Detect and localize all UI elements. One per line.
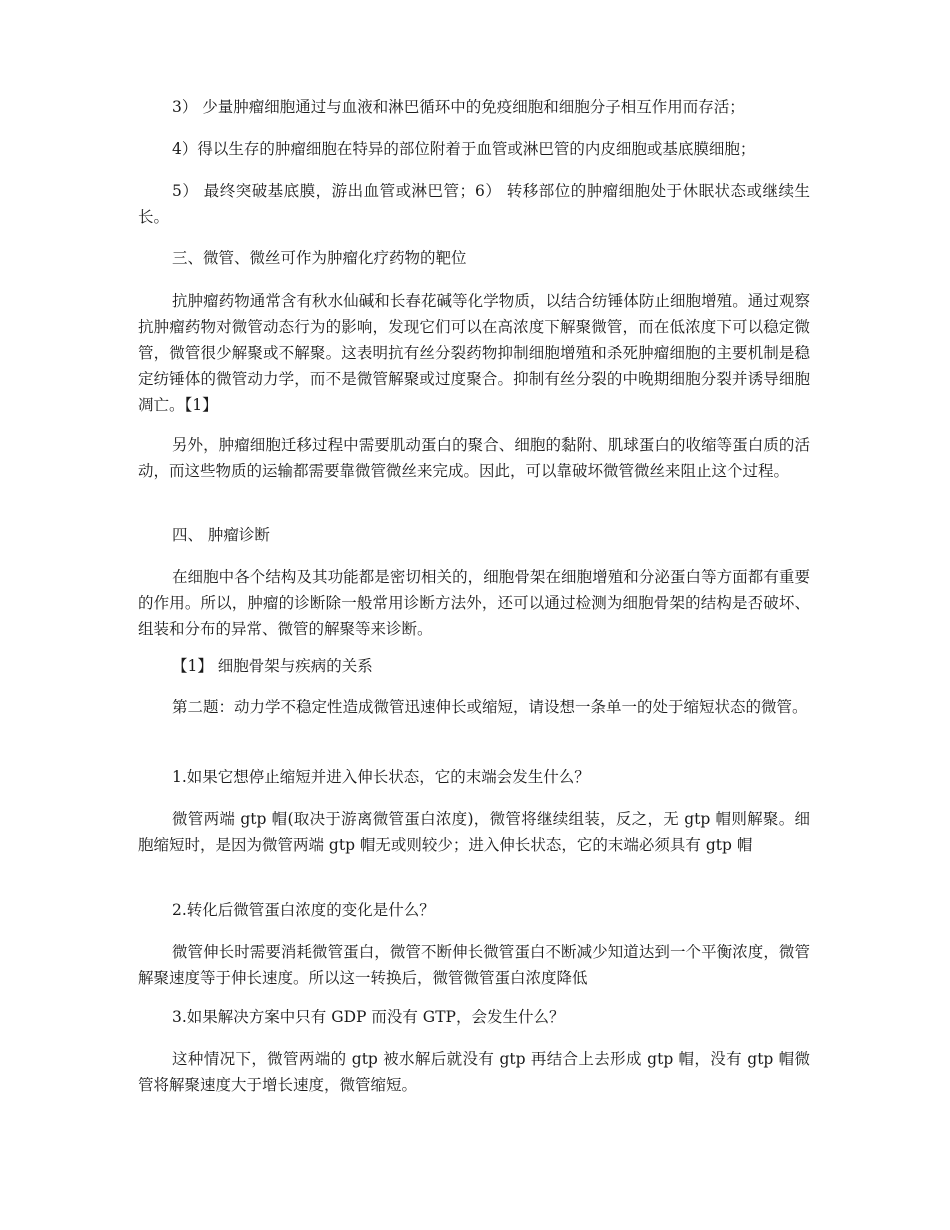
question-1: 1.如果它想停止缩短并进入伸长状态，它的末端会发生什么？: [172, 768, 590, 786]
answer-1: 微管两端 gtp 帽(取决于游离微管蛋白浓度)，微管将继续组装，反之，无 gtp 帽则解聚。细胞缩短时，是因为微管两端 gtp 帽无或则较少；进入伸长状态，它的末端必须具有 gtp 帽: [138, 810, 810, 854]
list-item-3: 3） 少量肿瘤细胞通过与血液和淋巴循环中的免疫细胞和细胞分子相互作用而存活；: [172, 98, 745, 116]
reference-entry: 【1】 细胞骨架与疾病的关系: [172, 657, 373, 675]
body-paragraph-diagnosis: 在细胞中各个结构及其功能都是密切相关的，细胞骨架在细胞增殖和分泌蛋白等方面都有重要的作用。所以，肿瘤的诊断除一般常用诊断方法外，还可以通过检测为细胞骨架的结构是否破坏、组装和分布的异常、微管的解聚等来诊断。: [138, 568, 810, 638]
list-item-5-6: 5） 最终突破基底膜，游出血管或淋巴管；6） 转移部位的肿瘤细胞处于休眠状态或继续生长。: [138, 182, 810, 226]
question-2: 2.转化后微管蛋白浓度的变化是什么？: [172, 901, 435, 919]
question-intro: 第二题：动力学不稳定性造成微管迅速伸长或缩短，请设想一条单一的处于缩短状态的微管。: [172, 698, 808, 716]
answer-2: 微管伸长时需要消耗微管蛋白，微管不断伸长微管蛋白不断减少知道达到一个平衡浓度，微管解聚速度等于伸长速度。所以这一转换后，微管微管蛋白浓度降低: [138, 943, 810, 987]
section-heading-3: 三、微管、微丝可作为肿瘤化疗药物的靶位: [172, 249, 467, 267]
list-item-4: 4）得以生存的肿瘤细胞在特异的部位附着于血管或淋巴管的内皮细胞或基底膜细胞；: [172, 140, 756, 158]
answer-3: 这种情况下，微管两端的 gtp 被水解后就没有 gtp 再结合上去形成 gtp 帽，没有 gtp 帽微管将解聚速度大于增长速度，微管缩短。: [138, 1050, 810, 1094]
body-paragraph-drugs: 抗肿瘤药物通常含有秋水仙碱和长春花碱等化学物质，以结合纺锤体防止细胞增殖。通过观察抗肿瘤药物对微管动态行为的影响，发现它们可以在高浓度下解聚微管，而在低浓度下可以稳定微管，微管很少解聚或不解聚。这表明抗有丝分裂药物抑制细胞增殖和杀死肿瘤细胞的主要机制是稳定纺锤体的微管动力学，而不是微管解聚或过度聚合。抑制有丝分裂的中晚期细胞分裂并诱导细胞凋亡。【1】: [138, 292, 810, 414]
body-paragraph-migration: 另外，肿瘤细胞迁移过程中需要肌动蛋白的聚合、细胞的黏附、肌球蛋白的收缩等蛋白质的活动，而这些物质的运输都需要靠微管微丝来完成。因此，可以靠破坏微管微丝来阻止这个过程。: [138, 436, 810, 480]
section-heading-4: 四、 肿瘤诊断: [172, 526, 270, 544]
question-3: 3.如果解决方案中只有 GDP 而没有 GTP，会发生什么？: [172, 1008, 565, 1026]
